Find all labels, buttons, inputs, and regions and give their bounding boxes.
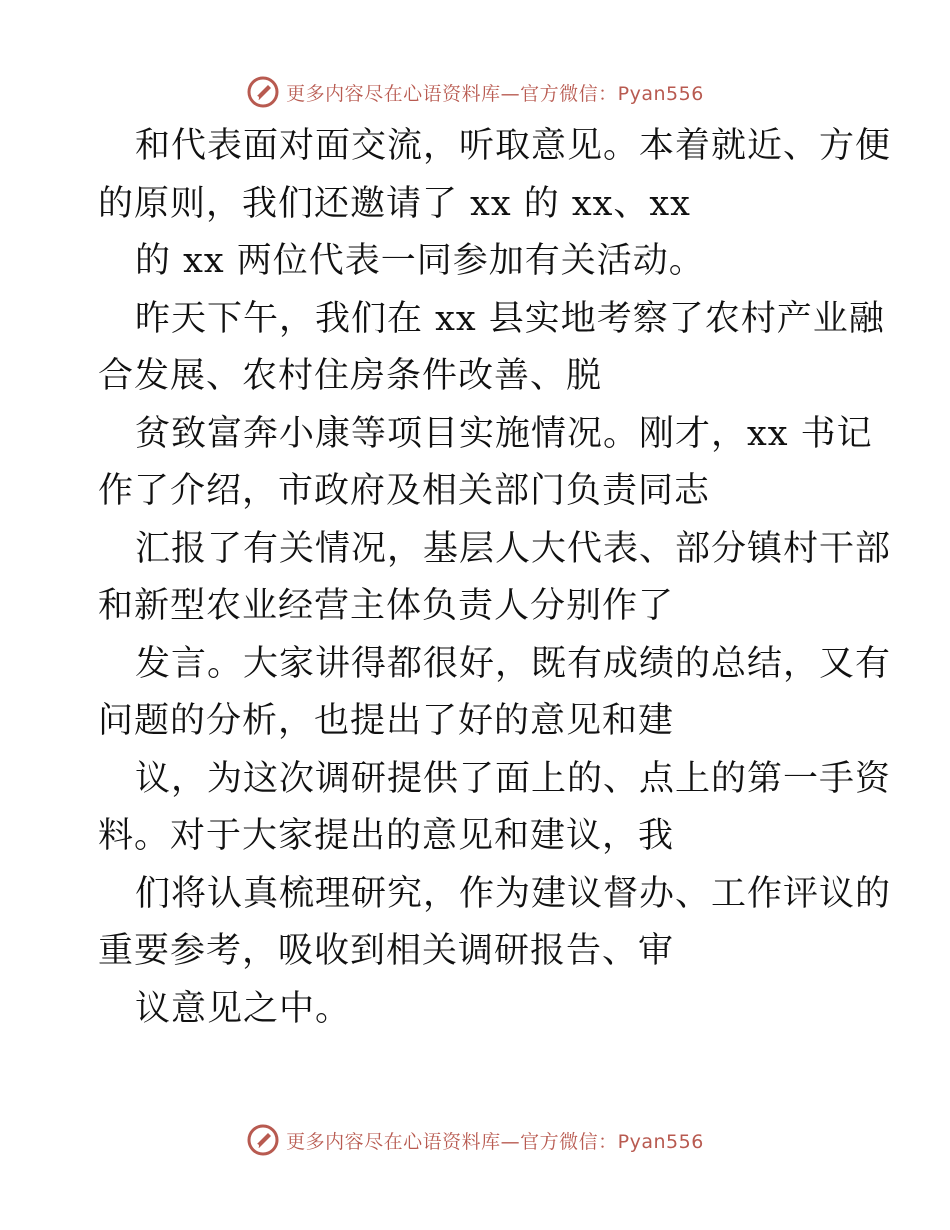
text-line: 重要参考，吸收到相关调研报告、审: [98, 931, 675, 971]
header-banner: [0, 72, 950, 112]
text-line: 议，为这次调研提供了面上的、点上的第一手资: [135, 758, 892, 799]
footer-text: 更多内容尽在心语资料库—官方微信：Pyan556: [286, 1130, 704, 1153]
text-line: 和新型农业经营主体负责人分别作了: [98, 586, 675, 626]
text-line: 们将认真梳理研究，作为建议督办、工作评议的: [135, 873, 892, 914]
text-line: 议意见之中。: [135, 988, 352, 1029]
pen-logo-icon: [246, 75, 280, 109]
text-line: 问题的分析，也提出了好的意见和建: [98, 701, 675, 741]
text-line: 昨天下午，我们在 xx 县实地考察了农村产业融: [135, 298, 885, 339]
footer-banner: [0, 1120, 950, 1160]
text-line: 发言。大家讲得都很好，既有成绩的总结，又有: [135, 643, 892, 684]
text-line: 贫致富奔小康等项目实施情况。刚才，xx 书记: [135, 413, 873, 454]
pen-logo-icon: [246, 1123, 280, 1157]
header-text: 更多内容尽在心语资料库—官方微信：Pyan556: [286, 82, 704, 105]
document-body: [98, 118, 892, 1038]
text-line: 和代表面对面交流，听取意见。本着就近、方便: [135, 126, 892, 166]
text-line: 作了介绍，市政府及相关部门负责同志: [98, 471, 711, 511]
text-line: 合发展、农村住房条件改善、脱: [98, 356, 603, 396]
text-line: 的 xx 两位代表一同参加有关活动。: [135, 241, 705, 281]
text-line: 料。对于大家提出的意见和建议，我: [98, 816, 675, 856]
text-line: 的原则，我们还邀请了 xx 的 xx、xx: [98, 183, 691, 224]
text-line: 汇报了有关情况，基层人大代表、部分镇村干部: [135, 528, 892, 569]
